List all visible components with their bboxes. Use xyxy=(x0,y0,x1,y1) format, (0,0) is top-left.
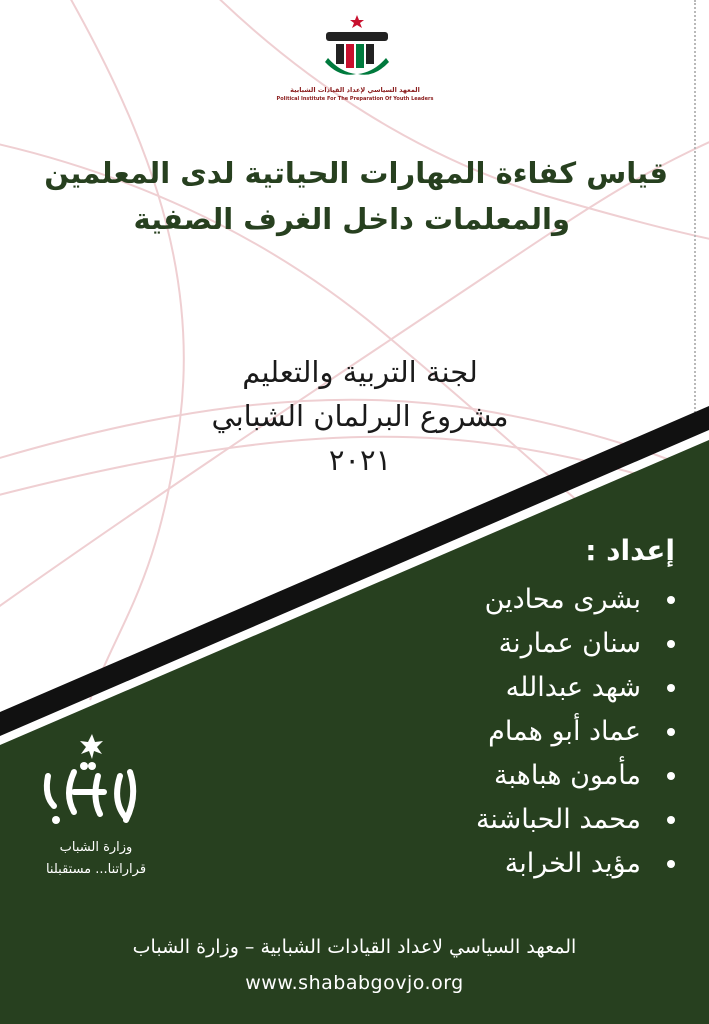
author-item xyxy=(379,842,679,886)
author-name: محمد الحباشنة xyxy=(475,804,641,835)
institute-logo xyxy=(270,12,440,108)
author-item xyxy=(379,666,679,710)
author-item xyxy=(379,578,679,622)
institute-logo-icon xyxy=(270,12,440,86)
bullet-icon xyxy=(667,860,675,868)
ministry-name: وزارة الشباب xyxy=(59,840,133,855)
ministry-logo-icon xyxy=(34,732,158,882)
report-title-line2: والمعلمات داخل الغرف الصفية xyxy=(133,202,570,236)
report-title-line1: قياس كفاءة المهارات الحياتية لدى المعلمين xyxy=(44,156,668,190)
project-name: مشروع البرلمان الشبابي xyxy=(211,399,509,433)
committee-block xyxy=(160,350,560,482)
bullet-icon xyxy=(667,816,675,824)
footer-website-link[interactable]: www.shababgovjo.org xyxy=(245,972,464,994)
author-name: مؤيد الخرابة xyxy=(504,848,641,879)
bullet-icon xyxy=(667,640,675,648)
author-item xyxy=(379,622,679,666)
ministry-slogan: قراراتنا... مستقبلنا xyxy=(45,862,147,877)
author-name: سنان عمارنة xyxy=(498,628,641,659)
star-icon xyxy=(350,15,364,28)
publication-year: ٢٠٢١ xyxy=(328,443,392,477)
author-name: شهد عبدالله xyxy=(505,672,641,703)
star-icon xyxy=(80,734,103,759)
bullet-icon xyxy=(667,596,675,604)
authors-list xyxy=(379,578,679,886)
bullet-icon xyxy=(667,728,675,736)
institute-name-arabic: المعهد السياسي لإعداد القيادات الشبابية xyxy=(290,86,420,94)
author-item xyxy=(379,710,679,754)
bullet-icon xyxy=(667,684,675,692)
bullet-icon xyxy=(667,772,675,780)
footer-organizations: المعهد السياسي لاعداد القيادات الشبابية – وزارة الشباب xyxy=(132,936,577,958)
institute-name-english: Political Institute For The Preparation Of Youth Leaders xyxy=(276,96,434,102)
author-name: بشرى محادين xyxy=(484,584,641,615)
report-title xyxy=(40,150,668,242)
committee-name: لجنة التربية والتعليم xyxy=(242,355,478,389)
author-name: عماد أبو همام xyxy=(488,716,641,747)
author-item xyxy=(379,798,679,842)
author-name: مأمون هباهبة xyxy=(494,760,641,791)
author-item xyxy=(379,754,679,798)
prepared-by-heading: إعداد : xyxy=(585,534,675,567)
